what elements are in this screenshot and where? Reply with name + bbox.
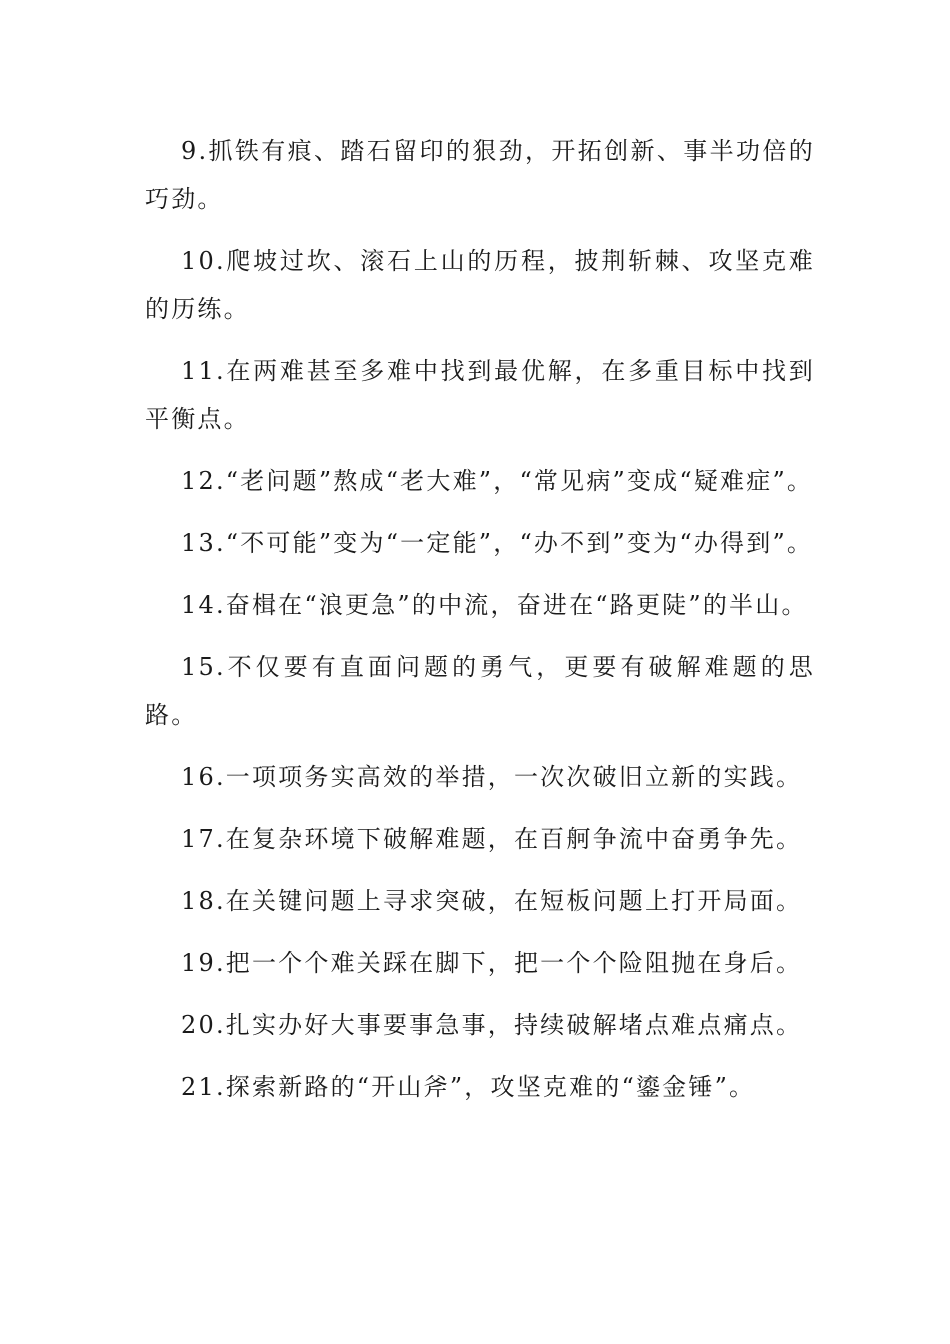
list-item-11: 11.在两难甚至多难中找到最优解，在多重目标中找到平衡点。 [145, 357, 815, 433]
list-item-12: 12.“老问题”熬成“老大难”，“常见病”变成“疑难症”。 [181, 467, 814, 495]
list-item-14: 14.奋楫在“浪更急”的中流，奋进在“路更陡”的半山。 [181, 591, 808, 619]
list-item-19: 19.把一个个难关踩在脚下，把一个个险阻抛在身后。 [181, 949, 803, 977]
list-item-13: 13.“不可能”变为“一定能”，“办不到”变为“办得到”。 [181, 529, 814, 557]
list-item-18: 18.在关键问题上寻求突破，在短板问题上打开局面。 [181, 887, 803, 915]
list-item-17: 17.在复杂环境下破解难题，在百舸争流中奋勇争先。 [181, 825, 803, 853]
list-item-10: 10.爬坡过坎、滚石上山的历程，披荆斩棘、攻坚克难的历练。 [145, 247, 815, 323]
list-item-21: 21.探索新路的“开山斧”，攻坚克难的“鎏金锤”。 [181, 1073, 756, 1101]
list-item-9: 9.抓铁有痕、踏石留印的狠劲，开拓创新、事半功倍的巧劲。 [145, 137, 815, 213]
list-item-16: 16.一项项务实高效的举措，一次次破旧立新的实践。 [181, 763, 803, 791]
list-item-20: 20.扎实办好大事要事急事，持续破解堵点难点痛点。 [181, 1011, 803, 1039]
list-item-15: 15.不仅要有直面问题的勇气，更要有破解难题的思路。 [145, 653, 815, 729]
document-body [145, 127, 815, 1125]
